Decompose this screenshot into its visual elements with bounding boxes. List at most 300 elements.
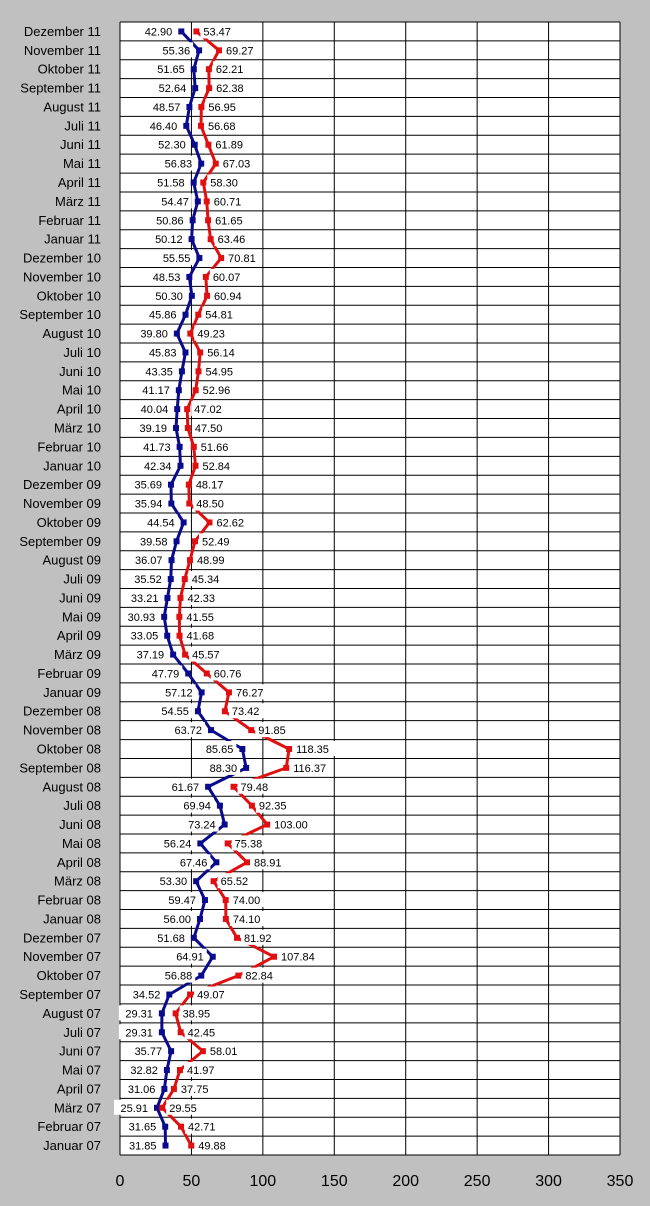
category-label: August 08 xyxy=(42,779,101,795)
data-label-blue: 33.05 xyxy=(130,630,159,643)
data-label-blue: 32.82 xyxy=(130,1065,158,1078)
category-label: September 08 xyxy=(19,760,101,776)
data-label-red: 49.07 xyxy=(197,989,225,1002)
marker-blue xyxy=(192,142,198,148)
data-label-blue: 51.65 xyxy=(157,64,185,77)
data-label-red: 52.96 xyxy=(202,385,231,398)
value-axis-labels xyxy=(116,1173,634,1190)
data-label-blue: 52.30 xyxy=(158,139,186,152)
data-label-blue: 50.12 xyxy=(155,234,183,247)
category-label: März 11 xyxy=(55,193,101,209)
category-label: Juli 08 xyxy=(63,798,101,814)
data-label-blue: 39.80 xyxy=(140,328,168,341)
marker-red xyxy=(203,274,209,280)
category-label: März 08 xyxy=(54,873,101,889)
category-label: Januar 08 xyxy=(43,911,101,927)
data-label-red: 41.55 xyxy=(186,611,214,624)
data-label-red: 61.89 xyxy=(215,139,243,152)
data-label-blue: 54.55 xyxy=(161,706,189,719)
tick-label: 300 xyxy=(535,1173,562,1190)
category-label: August 10 xyxy=(42,326,101,342)
marker-blue xyxy=(174,538,180,544)
data-label-blue: 51.68 xyxy=(157,932,185,945)
data-label-red: 69.27 xyxy=(225,45,254,58)
category-label: Dezember 10 xyxy=(22,250,101,266)
marker-blue xyxy=(186,274,192,280)
marker-blue xyxy=(189,293,195,299)
data-label-blue: 50.30 xyxy=(155,290,183,303)
marker-red xyxy=(171,1086,177,1092)
data-label-red: 62.62 xyxy=(216,517,244,530)
marker-red xyxy=(186,482,192,488)
marker-red xyxy=(192,538,198,544)
data-label-red: 116.37 xyxy=(293,762,327,775)
data-label-blue: 61.67 xyxy=(171,781,200,794)
marker-red xyxy=(248,727,254,733)
marker-red xyxy=(192,463,198,469)
data-label-blue: 56.88 xyxy=(164,970,193,983)
category-axis-labels xyxy=(19,24,101,1153)
category-label: September 09 xyxy=(19,533,101,549)
data-label-red: 52.84 xyxy=(202,460,231,473)
marker-blue xyxy=(178,28,184,34)
data-label-red: 74.00 xyxy=(232,895,261,908)
marker-blue xyxy=(191,66,197,72)
category-label: Juli 11 xyxy=(64,118,101,134)
category-label: Januar 11 xyxy=(44,231,101,247)
category-label: Dezember 11 xyxy=(23,23,101,39)
marker-blue xyxy=(166,991,172,997)
marker-blue xyxy=(170,652,176,658)
data-label-blue: 35.77 xyxy=(134,1046,163,1059)
marker-red xyxy=(184,406,190,412)
marker-blue xyxy=(186,104,192,110)
category-label: Oktober 09 xyxy=(36,514,101,530)
data-label-red: 73.42 xyxy=(231,706,260,719)
marker-blue xyxy=(176,387,182,393)
data-label-red: 49.88 xyxy=(198,1140,226,1153)
marker-red xyxy=(193,28,199,34)
marker-red xyxy=(200,180,206,186)
marker-blue xyxy=(164,633,170,639)
marker-blue xyxy=(243,765,249,771)
category-label: Oktober 11 xyxy=(37,61,101,77)
category-label: November 11 xyxy=(23,42,101,58)
category-label: April 08 xyxy=(56,854,101,870)
data-label-blue: 33.21 xyxy=(130,592,159,605)
marker-blue xyxy=(164,1067,170,1073)
data-label-blue: 45.83 xyxy=(148,347,177,360)
tick-label: 100 xyxy=(249,1173,277,1190)
category-label: September 10 xyxy=(19,307,101,323)
marker-blue xyxy=(177,463,183,469)
data-label-red: 63.46 xyxy=(217,234,246,247)
data-label-red: 60.76 xyxy=(213,668,242,681)
data-label-blue: 46.40 xyxy=(149,120,178,133)
data-label-blue: 57.12 xyxy=(165,687,193,700)
marker-blue xyxy=(185,670,191,676)
category-label: August 09 xyxy=(42,552,101,568)
data-label-red: 48.99 xyxy=(196,555,225,568)
marker-red xyxy=(213,161,219,167)
category-label: Dezember 09 xyxy=(22,477,101,493)
category-label: November 09 xyxy=(22,496,101,512)
marker-red xyxy=(234,935,240,941)
tick-label: 350 xyxy=(606,1173,634,1190)
marker-red xyxy=(200,1048,206,1054)
data-label-blue: 69.94 xyxy=(183,800,211,813)
marker-blue xyxy=(192,85,198,91)
marker-red xyxy=(187,331,193,337)
marker-red xyxy=(244,859,250,865)
marker-blue xyxy=(199,689,205,695)
category-label: September 11 xyxy=(20,80,101,96)
data-label-blue: 42.90 xyxy=(144,26,173,39)
data-label-blue: 56.83 xyxy=(164,158,193,171)
category-label: Januar 07 xyxy=(43,1138,101,1154)
marker-red xyxy=(235,973,241,979)
category-label: Juni 11 xyxy=(60,137,101,153)
marker-red xyxy=(218,255,224,261)
marker-red xyxy=(182,576,188,582)
category-label: November 10 xyxy=(22,269,101,285)
tick-label: 200 xyxy=(392,1173,420,1190)
data-label-blue: 51.58 xyxy=(157,177,185,190)
marker-blue xyxy=(191,935,197,941)
data-label-red: 82.84 xyxy=(245,970,273,983)
marker-red xyxy=(197,349,203,355)
marker-blue xyxy=(183,123,189,129)
category-label: Dezember 07 xyxy=(22,930,101,946)
category-label: Oktober 10 xyxy=(36,288,101,304)
data-label-red: 61.65 xyxy=(215,215,243,228)
marker-blue xyxy=(164,595,170,601)
data-label-blue: 34.52 xyxy=(132,989,161,1002)
tick-label: 0 xyxy=(115,1173,125,1190)
marker-blue xyxy=(168,576,174,582)
tick-label: 150 xyxy=(320,1173,348,1190)
marker-red xyxy=(216,47,222,53)
category-label: Oktober 07 xyxy=(36,968,101,984)
data-label-red: 41.68 xyxy=(186,630,215,643)
marker-red xyxy=(196,368,202,374)
marker-red xyxy=(178,1029,184,1035)
data-label-blue: 35.52 xyxy=(134,574,162,587)
marker-red xyxy=(198,123,204,129)
marker-red xyxy=(188,1143,194,1149)
marker-blue xyxy=(174,406,180,412)
data-label-red: 60.07 xyxy=(212,271,241,284)
category-label: Februar 07 xyxy=(37,1119,101,1135)
marker-red xyxy=(264,822,270,828)
marker-blue xyxy=(217,803,223,809)
category-label: Februar 11 xyxy=(38,212,101,228)
category-label: Oktober 08 xyxy=(36,741,101,757)
marker-blue xyxy=(161,614,167,620)
marker-blue xyxy=(162,1124,168,1130)
marker-red xyxy=(204,293,210,299)
data-label-blue: 50.86 xyxy=(156,215,184,228)
marker-blue xyxy=(195,198,201,204)
data-label-red: 51.66 xyxy=(200,441,229,454)
category-label: Juni 08 xyxy=(59,817,101,833)
marker-red xyxy=(176,614,182,620)
data-label-red: 41.97 xyxy=(186,1065,215,1078)
marker-red xyxy=(177,633,183,639)
data-label-red: 54.95 xyxy=(205,366,234,379)
marker-blue xyxy=(183,312,189,318)
marker-blue xyxy=(163,1143,169,1149)
category-label: Mai 11 xyxy=(62,156,101,172)
marker-blue xyxy=(222,822,228,828)
data-label-red: 88.91 xyxy=(254,857,282,870)
data-label-red: 62.21 xyxy=(215,64,244,77)
data-label-blue: 56.00 xyxy=(163,913,191,926)
marker-red xyxy=(187,557,193,563)
marker-blue xyxy=(197,840,203,846)
marker-red xyxy=(205,142,211,148)
data-label-blue: 73.24 xyxy=(188,819,216,832)
data-label-red: 75.38 xyxy=(234,838,263,851)
data-label-red: 47.02 xyxy=(194,404,222,417)
marker-red xyxy=(191,444,197,450)
data-label-red: 58.30 xyxy=(210,177,238,190)
data-label-blue: 31.65 xyxy=(128,1121,157,1134)
data-label-red: 74.10 xyxy=(232,913,261,926)
marker-blue xyxy=(198,973,204,979)
marker-blue xyxy=(190,217,196,223)
marker-blue xyxy=(179,368,185,374)
category-label: Januar 10 xyxy=(43,458,101,474)
data-label-red: 62.38 xyxy=(216,83,244,96)
category-label: Juli 07 xyxy=(63,1024,101,1040)
data-label-blue: 64.91 xyxy=(176,951,204,964)
category-label: April 07 xyxy=(56,1081,101,1097)
marker-red xyxy=(286,746,292,752)
data-label-blue: 31.85 xyxy=(128,1140,157,1153)
marker-blue xyxy=(177,444,183,450)
category-label: Februar 08 xyxy=(37,892,101,908)
data-label-blue: 41.73 xyxy=(143,441,171,454)
marker-blue xyxy=(168,482,174,488)
data-label-red: 76.27 xyxy=(235,687,264,700)
marker-blue xyxy=(174,331,180,337)
marker-blue xyxy=(189,236,195,242)
marker-red xyxy=(223,897,229,903)
marker-blue xyxy=(159,1029,165,1035)
category-label: März 10 xyxy=(54,420,101,436)
marker-blue xyxy=(208,727,214,733)
data-label-red: 45.57 xyxy=(192,649,220,662)
data-label-blue: 52.64 xyxy=(158,83,187,96)
data-label-blue: 37.19 xyxy=(136,649,165,662)
data-label-blue: 44.54 xyxy=(147,517,175,530)
marker-red xyxy=(204,198,210,204)
marker-red xyxy=(226,689,232,695)
marker-red xyxy=(186,501,192,507)
data-label-blue: 48.57 xyxy=(152,101,181,114)
data-label-red: 52.49 xyxy=(201,536,230,549)
marker-red xyxy=(187,991,193,997)
marker-blue xyxy=(196,255,202,261)
marker-blue xyxy=(239,746,245,752)
marker-red xyxy=(223,916,229,922)
marker-red xyxy=(225,840,231,846)
category-label: März 07 xyxy=(54,1100,101,1116)
marker-red xyxy=(206,66,212,72)
data-label-blue: 59.47 xyxy=(168,895,196,908)
data-label-red: 29.55 xyxy=(169,1102,197,1115)
marker-red xyxy=(159,1105,165,1111)
data-label-red: 56.68 xyxy=(207,120,236,133)
category-label: April 09 xyxy=(56,628,101,644)
category-label: November 07 xyxy=(22,949,101,965)
data-label-blue: 29.31 xyxy=(125,1027,153,1040)
marker-red xyxy=(204,670,210,676)
data-label-blue: 63.72 xyxy=(174,725,203,738)
category-label: August 11 xyxy=(43,99,101,115)
marker-red xyxy=(195,312,201,318)
data-label-red: 91.85 xyxy=(258,725,286,738)
data-label-red: 42.71 xyxy=(188,1121,216,1134)
marker-blue xyxy=(213,859,219,865)
category-label: Dezember 08 xyxy=(22,703,101,719)
data-label-blue: 48.53 xyxy=(152,271,181,284)
data-label-blue: 39.58 xyxy=(140,536,168,549)
data-label-red: 42.45 xyxy=(187,1027,216,1040)
marker-red xyxy=(205,217,211,223)
marker-blue xyxy=(159,1010,165,1016)
category-label: Februar 10 xyxy=(37,439,101,455)
marker-red xyxy=(177,595,183,601)
category-label: Juli 09 xyxy=(63,571,101,587)
data-label-blue: 43.35 xyxy=(145,366,173,379)
category-label: September 07 xyxy=(19,986,101,1002)
category-label: Januar 09 xyxy=(43,684,101,700)
marker-blue xyxy=(161,1086,167,1092)
marker-red xyxy=(222,708,228,714)
marker-blue xyxy=(182,349,188,355)
category-label: August 07 xyxy=(42,1005,101,1021)
data-label-blue: 35.69 xyxy=(134,479,162,492)
data-label-blue: 42.34 xyxy=(143,460,172,473)
data-label-blue: 88.30 xyxy=(209,762,238,775)
data-label-red: 81.92 xyxy=(244,932,272,945)
data-label-red: 60.71 xyxy=(213,196,242,209)
marker-red xyxy=(208,236,214,242)
marker-blue xyxy=(202,897,208,903)
category-label: April 10 xyxy=(56,401,101,417)
marker-blue xyxy=(168,501,174,507)
marker-red xyxy=(198,104,204,110)
data-label-red: 37.75 xyxy=(180,1083,209,1096)
data-label-blue: 55.55 xyxy=(162,253,191,266)
data-label-red: 54.81 xyxy=(205,309,233,322)
marker-red xyxy=(185,425,191,431)
marker-red xyxy=(173,1010,179,1016)
data-label-blue: 25.91 xyxy=(120,1102,149,1115)
data-label-blue: 47.79 xyxy=(151,668,180,681)
category-label: Mai 07 xyxy=(61,1062,101,1078)
category-label: April 11 xyxy=(57,175,101,191)
data-label-red: 58.01 xyxy=(209,1046,238,1059)
data-label-blue: 39.19 xyxy=(139,422,167,435)
marker-blue xyxy=(198,161,204,167)
data-label-red: 56.14 xyxy=(207,347,235,360)
marker-red xyxy=(178,1124,184,1130)
data-label-red: 49.23 xyxy=(197,328,225,341)
data-label-blue: 35.94 xyxy=(134,498,163,511)
category-label: Mai 09 xyxy=(61,609,101,625)
data-label-red: 118.35 xyxy=(296,744,329,757)
data-label-red: 53.47 xyxy=(203,26,231,39)
data-label-red: 56.95 xyxy=(208,101,236,114)
data-label-blue: 54.47 xyxy=(161,196,189,209)
data-label-red: 107.84 xyxy=(281,951,315,964)
category-label: November 08 xyxy=(22,722,101,738)
marker-blue xyxy=(210,954,216,960)
tick-label: 250 xyxy=(463,1173,491,1190)
category-label: März 09 xyxy=(54,647,101,663)
data-label-red: 92.35 xyxy=(258,800,287,813)
marker-blue xyxy=(191,180,197,186)
marker-red xyxy=(249,803,255,809)
data-label-red: 45.34 xyxy=(191,574,220,587)
marker-red xyxy=(193,387,199,393)
marker-red xyxy=(206,519,212,525)
data-label-red: 103.00 xyxy=(274,819,308,832)
data-label-blue: 30.93 xyxy=(127,611,156,624)
data-label-blue: 31.06 xyxy=(127,1083,156,1096)
marker-blue xyxy=(173,425,179,431)
category-label: Juni 09 xyxy=(59,590,101,606)
category-label: Juni 10 xyxy=(59,363,101,379)
data-label-red: 42.33 xyxy=(187,592,216,605)
marker-blue xyxy=(181,519,187,525)
marker-red xyxy=(231,784,237,790)
data-label-red: 79.48 xyxy=(240,781,269,794)
category-label: Februar 09 xyxy=(37,665,101,681)
marker-red xyxy=(271,954,277,960)
data-label-blue: 55.36 xyxy=(162,45,191,58)
data-label-blue: 67.46 xyxy=(179,857,208,870)
data-label-blue: 53.30 xyxy=(159,876,188,889)
data-label-blue: 40.04 xyxy=(140,404,169,417)
marker-blue xyxy=(193,878,199,884)
category-label: Juli 10 xyxy=(63,344,101,360)
marker-blue xyxy=(205,784,211,790)
data-label-red: 60.94 xyxy=(214,290,242,303)
data-label-red: 67.03 xyxy=(222,158,251,171)
marker-blue xyxy=(197,916,203,922)
data-label-red: 47.50 xyxy=(194,422,223,435)
data-label-red: 48.50 xyxy=(196,498,224,511)
data-label-blue: 41.17 xyxy=(142,385,170,398)
marker-blue xyxy=(154,1105,160,1111)
data-label-blue: 36.07 xyxy=(134,555,163,568)
data-label-red: 48.17 xyxy=(195,479,224,492)
marker-red xyxy=(177,1067,183,1073)
tick-label: 50 xyxy=(182,1173,201,1190)
data-label-blue: 85.65 xyxy=(205,744,234,757)
category-label: Mai 10 xyxy=(61,382,101,398)
data-label-red: 38.95 xyxy=(182,1008,211,1021)
category-label: Juni 07 xyxy=(59,1043,101,1059)
data-label-red: 65.52 xyxy=(220,876,249,889)
data-label-blue: 45.86 xyxy=(148,309,177,322)
data-label-blue: 56.24 xyxy=(163,838,192,851)
category-label: Mai 08 xyxy=(61,835,101,851)
